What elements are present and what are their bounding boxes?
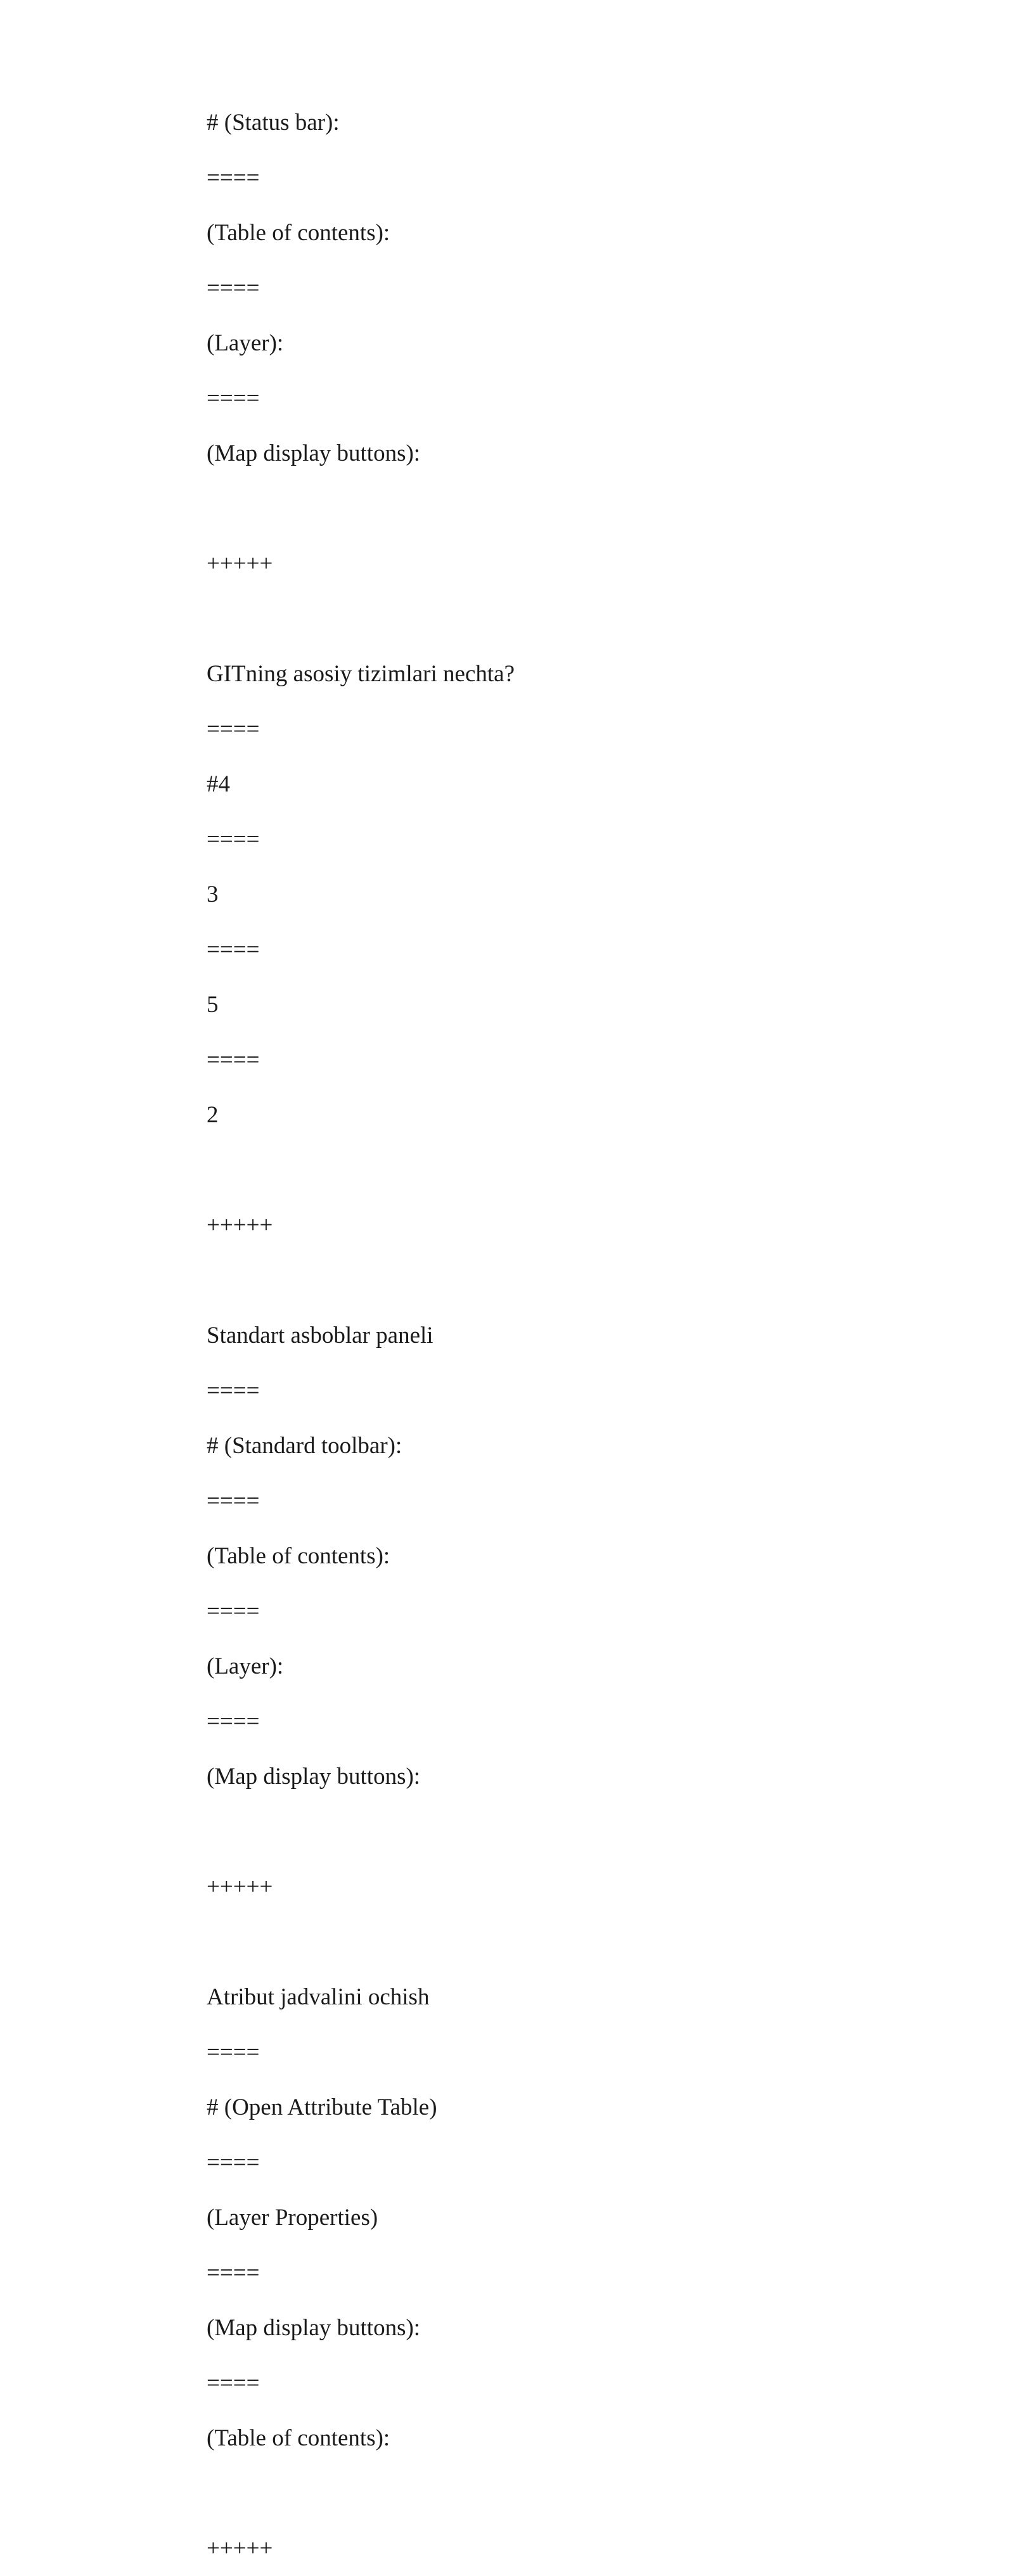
blank-line	[207, 1143, 904, 1198]
blank-line	[207, 1253, 904, 1308]
answer-option: 5	[207, 992, 219, 1018]
blank-line	[207, 1914, 904, 1970]
blank-line	[207, 591, 904, 646]
text-line: (Layer):	[207, 330, 284, 356]
separator-line: ====	[207, 716, 260, 742]
separator-line: ====	[207, 165, 260, 191]
separator-line: ====	[207, 1378, 260, 1404]
separator-line: ====	[207, 2260, 260, 2286]
separator-line: ====	[207, 826, 260, 852]
question-divider: +++++	[207, 1874, 273, 1900]
separator-line: ====	[207, 1598, 260, 1624]
answer-option: (Table of contents):	[207, 2425, 390, 2451]
question-text: Standart asboblar paneli	[207, 1323, 433, 1349]
question-divider: +++++	[207, 2535, 273, 2561]
document-body	[207, 95, 904, 2576]
answer-option: #4	[207, 771, 230, 797]
question-text: GITning asosiy tizimlari nechta?	[207, 661, 515, 687]
answer-option: 2	[207, 1102, 219, 1128]
text-line: # (Status bar):	[207, 110, 340, 136]
text-line: (Table of contents):	[207, 220, 390, 246]
answer-option: (Map display buttons):	[207, 1764, 421, 1790]
separator-line: ====	[207, 2370, 260, 2396]
answer-option: # (Open Attribute Table)	[207, 2094, 437, 2120]
question-divider: +++++	[207, 551, 273, 577]
separator-line: ====	[207, 1047, 260, 1073]
blank-line	[207, 1804, 904, 1859]
answer-option: (Layer):	[207, 1653, 284, 1679]
answer-option: 3	[207, 881, 219, 907]
answer-option: (Map display buttons):	[207, 2315, 421, 2341]
answer-option: (Table of contents):	[207, 1543, 390, 1569]
separator-line: ====	[207, 2039, 260, 2065]
separator-line: ====	[207, 1488, 260, 1514]
separator-line: ====	[207, 2150, 260, 2176]
text-line: (Map display buttons):	[207, 440, 421, 466]
blank-line	[207, 481, 904, 536]
separator-line: ====	[207, 937, 260, 963]
separator-line: ====	[207, 275, 260, 301]
question-divider: +++++	[207, 1212, 273, 1238]
blank-line	[207, 2466, 904, 2521]
question-text: Atribut jadvalini ochish	[207, 1984, 430, 2010]
separator-line: ====	[207, 1708, 260, 1734]
answer-option: (Layer Properties)	[207, 2205, 378, 2231]
answer-option: # (Standard toolbar):	[207, 1433, 402, 1459]
separator-line: ====	[207, 385, 260, 411]
